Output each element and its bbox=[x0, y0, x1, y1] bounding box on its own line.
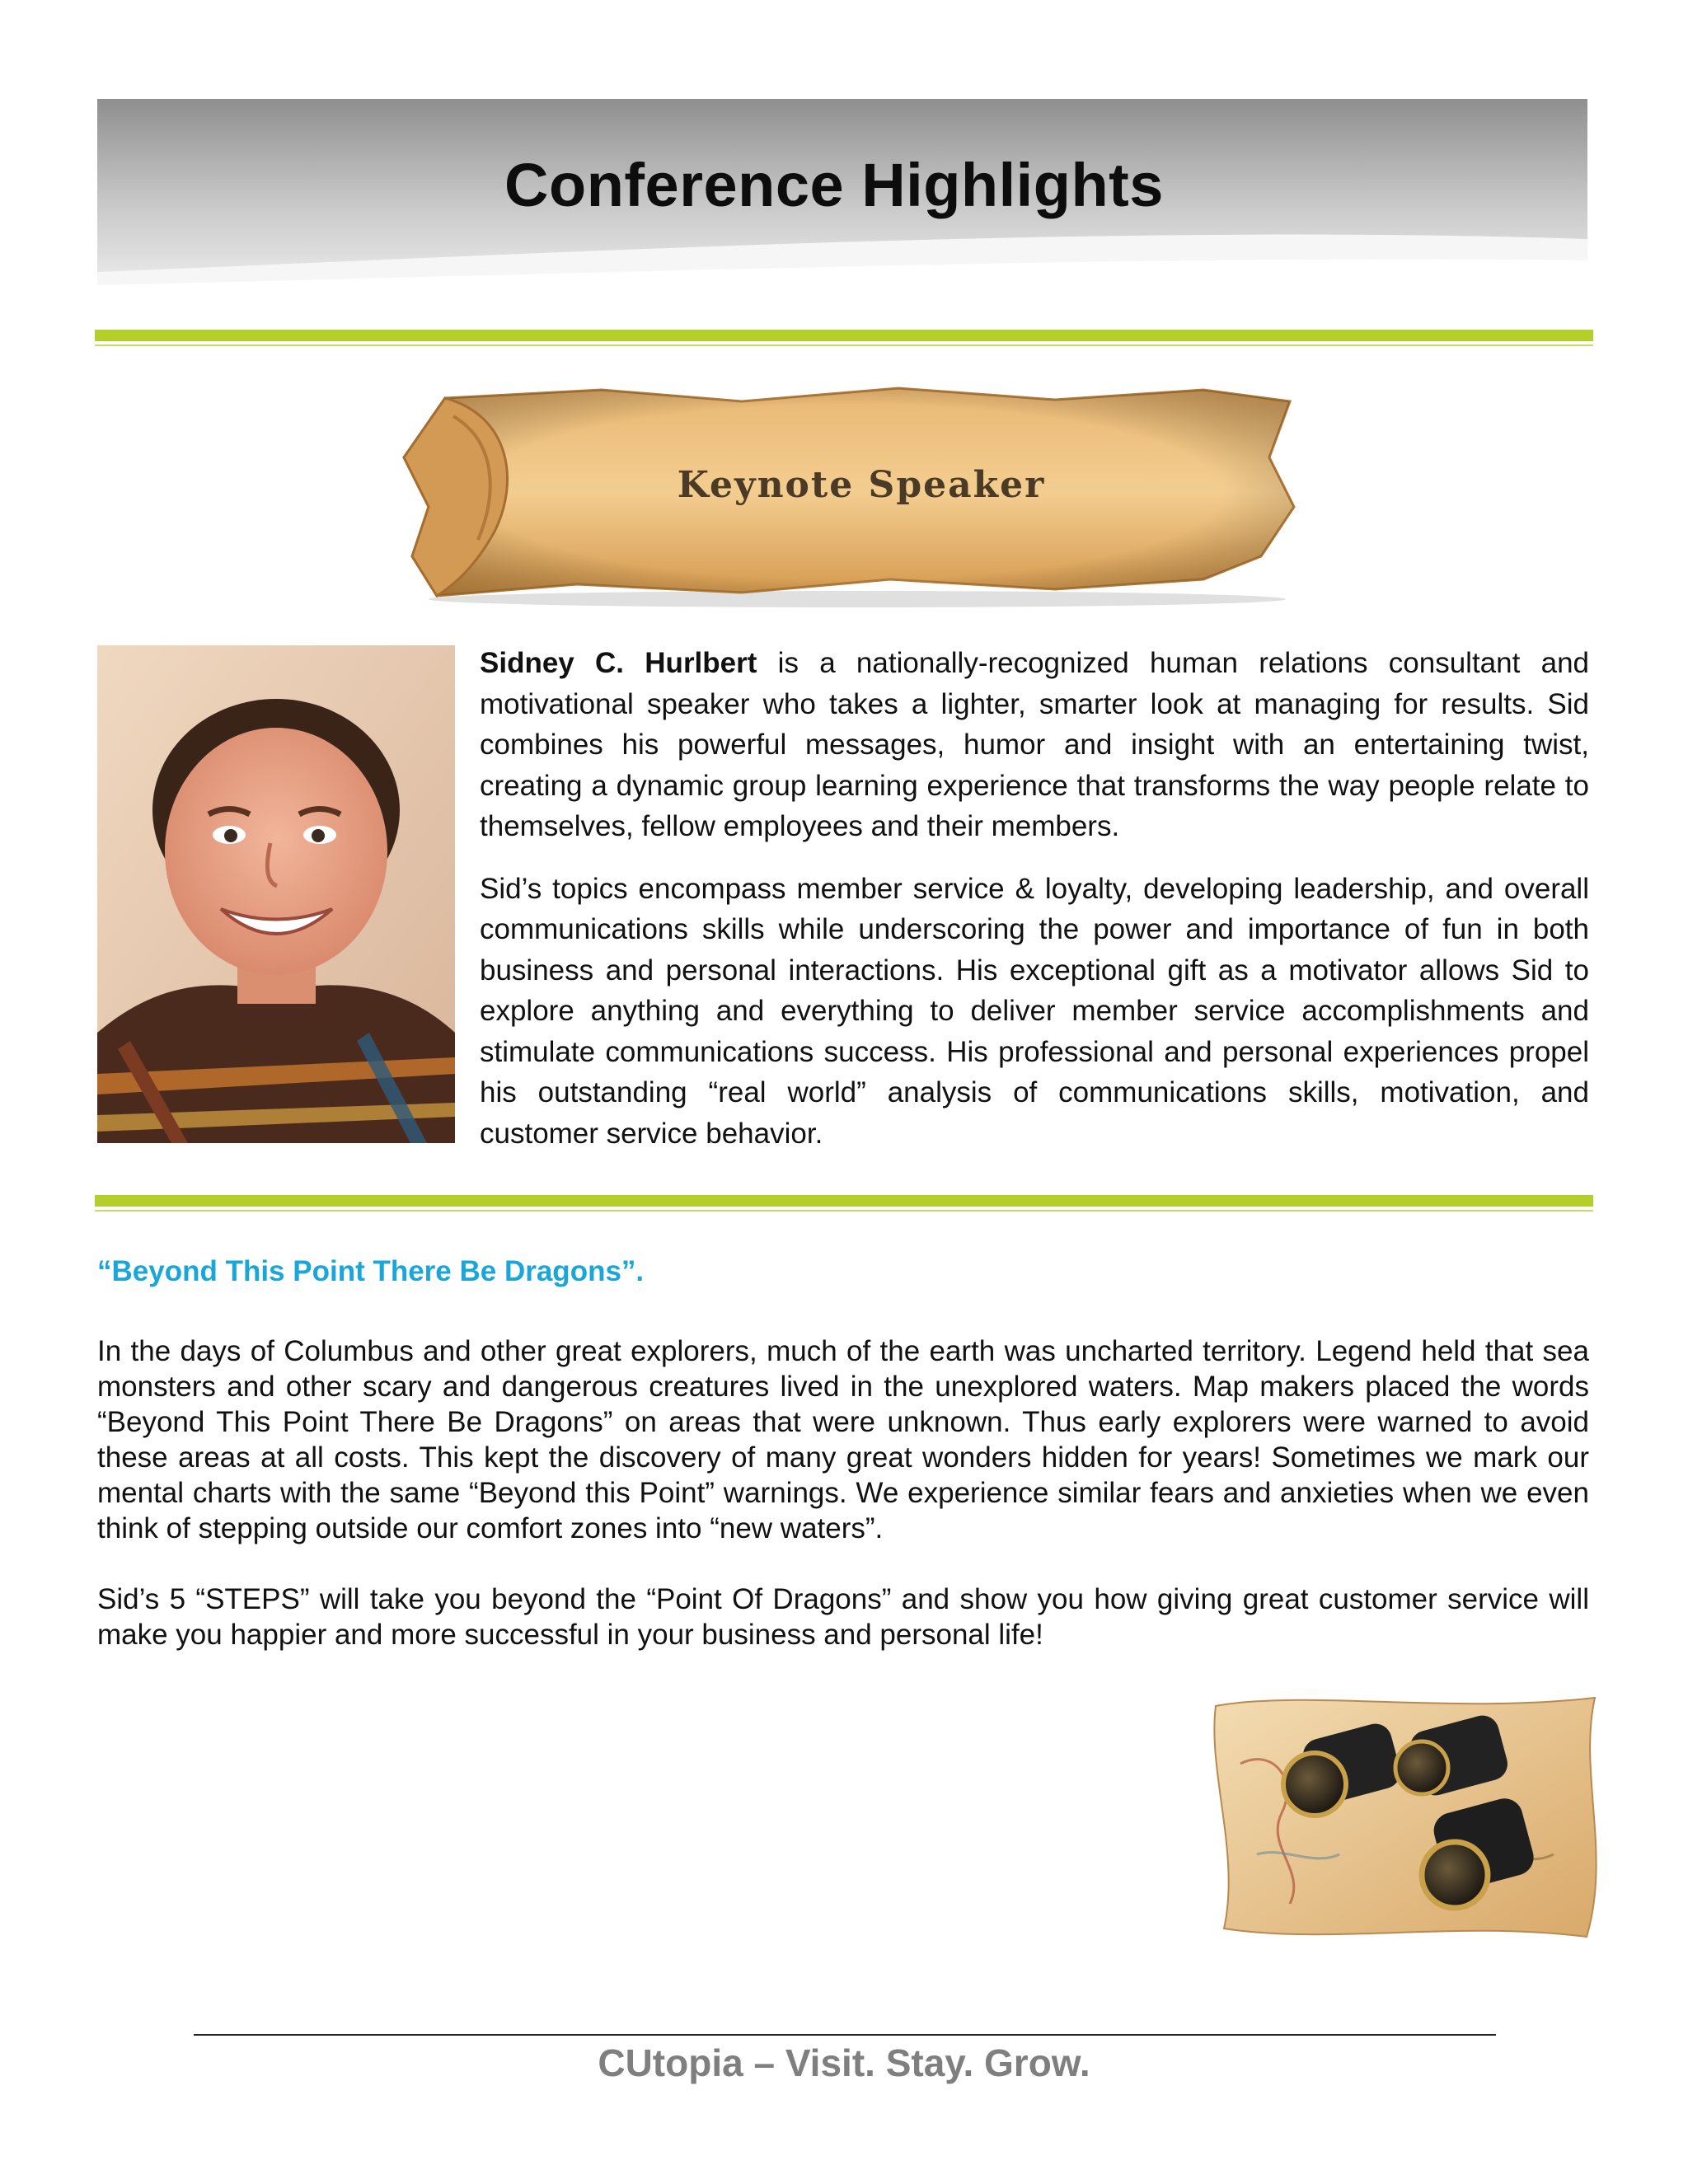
speaker-photo bbox=[97, 645, 455, 1143]
footer-divider bbox=[194, 2034, 1496, 2036]
section-paragraph-2: Sid’s 5 “STEPS” will take you beyond the “Point Of Dragons” and show you how giving great customer service will make you happier and more successful in your business and personal life! bbox=[97, 1583, 1589, 1651]
speaker-portrait-image bbox=[97, 645, 455, 1143]
keynote-speaker-label: Keynote Speaker bbox=[677, 464, 1046, 506]
keynote-speaker-scroll bbox=[396, 383, 1302, 610]
section-heading: “Beyond This Point There Be Dragons”. bbox=[97, 1255, 645, 1287]
map-binoculars-image bbox=[1207, 1690, 1611, 1945]
speaker-name: Sidney C. Hurlbert bbox=[480, 647, 757, 679]
map-binoculars-graphic bbox=[1207, 1690, 1611, 1945]
section-body bbox=[97, 1333, 1589, 1688]
footer-tagline: CUtopia – Visit. Stay. Grow. bbox=[598, 2041, 1090, 2084]
bio-paragraph-1 bbox=[480, 643, 1589, 847]
speaker-bio bbox=[480, 643, 1589, 1175]
page-title: Conference Highlights bbox=[504, 151, 1164, 219]
bio-paragraph-2: Sid’s topics encompass member service & loyalty, developing leadership, and overall communications skills while underscoring the power and importance of fun in both business and personal interactions. His exceptional gift as a motivator allows Sid to explore anything and everything to deliver member service accomplishments and stimulate communications success. His professional and personal experiences propel his outstanding “real world” analysis of communications skills, motivation, and customer service behavior. bbox=[480, 872, 1589, 1150]
section-paragraph-1: In the days of Columbus and other great explorers, much of the earth was uncharted territory. Legend held that sea monsters and other scary and dangerous creatures lived in the unexplored waters. Map makers placed the words “Beyond This Point There Be Dragons” on areas that were unknown. Thus early explorers were warned to avoid these areas at all costs. This kept the discovery of many great wonders hidden for years! Sometimes we mark our mental charts with the same “Beyond this Point” warnings. We experience similar fears and anxieties when we even think of stepping outside our comfort zones into “new waters”. bbox=[97, 1335, 1589, 1544]
header-banner bbox=[97, 99, 1587, 293]
top-divider bbox=[95, 330, 1593, 346]
middle-divider bbox=[95, 1195, 1593, 1212]
bio-paragraph-1-text: is a nationally-recognized human relations consultant and motivational speaker who takes a lighter, smarter look at managing for results. Sid combines his powerful messages, humor and insight with an entertaining twist, creating a dynamic group learning experience that transforms the way people relate to themselves, fellow employees and their members. bbox=[480, 647, 1589, 842]
